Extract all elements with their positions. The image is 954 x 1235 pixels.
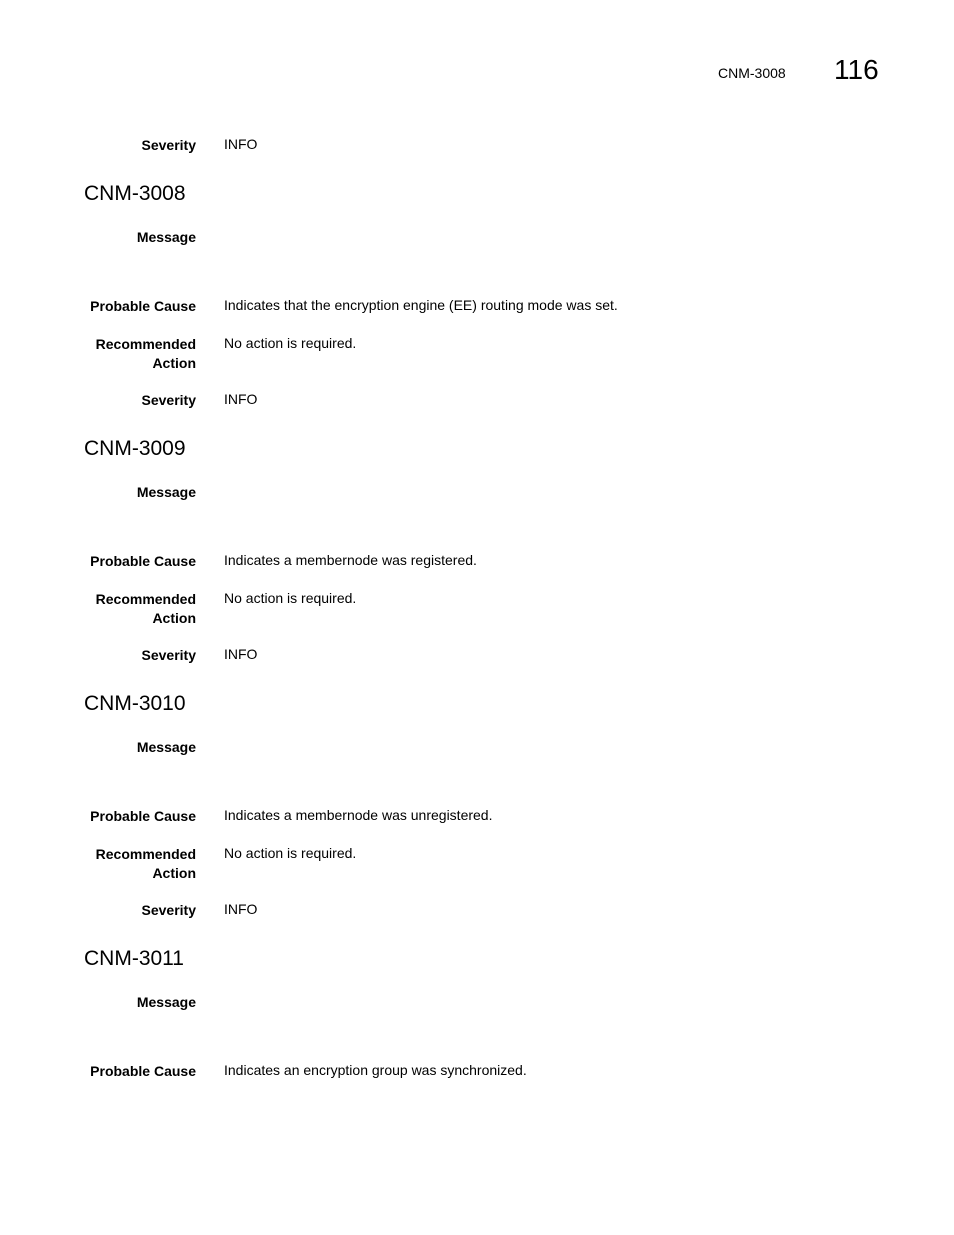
recommended-action-value: No action is required.: [224, 335, 357, 351]
entry-heading: CNM-3011: [84, 947, 184, 970]
entry-heading: CNM-3010: [84, 692, 186, 715]
severity-label: Severity: [141, 647, 196, 663]
recommended-action-value: No action is required.: [224, 590, 357, 606]
severity-label: Severity: [141, 902, 196, 918]
entry-heading: CNM-3009: [84, 437, 186, 460]
severity-value: INFO: [224, 901, 258, 917]
probable-cause-value: Indicates an encryption group was synchronized.: [224, 1062, 527, 1078]
recommended-action-value: No action is required.: [224, 845, 357, 861]
entry-heading: CNM-3008: [84, 182, 186, 205]
message-label: Message: [136, 484, 196, 500]
recommended-action-label: [60, 845, 196, 883]
recommended-action-label: [60, 335, 196, 373]
probable-cause-label: Probable Cause: [90, 808, 196, 824]
chapter-number: 116: [834, 54, 879, 85]
severity-value: INFO: [224, 646, 258, 662]
probable-cause-label: Probable Cause: [90, 553, 196, 569]
severity-label: Severity: [141, 392, 196, 408]
recommended-action-label-line2: Action: [152, 355, 196, 371]
probable-cause-label: Probable Cause: [90, 298, 196, 314]
recommended-action-label-line1: Recommended: [95, 846, 196, 862]
probable-cause-value: Indicates a membernode was registered.: [224, 552, 477, 568]
recommended-action-label-line1: Recommended: [95, 336, 196, 352]
running-header-section: CNM-3008: [718, 65, 786, 81]
recommended-action-label: [60, 590, 196, 628]
severity-label: Severity: [141, 137, 196, 153]
severity-value: INFO: [224, 136, 258, 152]
message-label: Message: [136, 739, 196, 755]
probable-cause-value: Indicates a membernode was unregistered.: [224, 807, 493, 823]
message-label: Message: [136, 994, 196, 1010]
recommended-action-label-line2: Action: [152, 610, 196, 626]
probable-cause-value: Indicates that the encryption engine (EE) routing mode was set.: [224, 297, 618, 313]
severity-value: INFO: [224, 391, 258, 407]
recommended-action-label-line1: Recommended: [95, 591, 196, 607]
probable-cause-label: Probable Cause: [90, 1063, 196, 1079]
recommended-action-label-line2: Action: [152, 865, 196, 881]
message-label: Message: [136, 229, 196, 245]
